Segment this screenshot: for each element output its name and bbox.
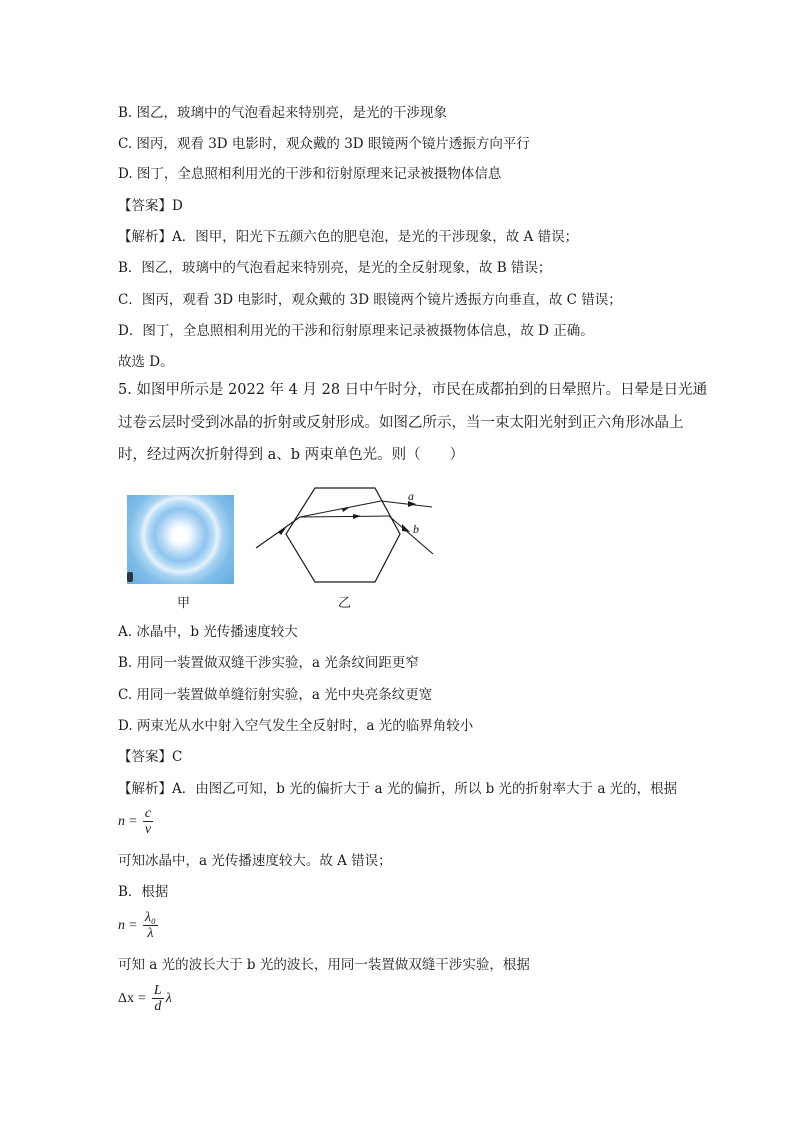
formula-3-denominator: d (154, 999, 162, 1014)
formula-2-fraction (143, 910, 158, 941)
answer-5: 【答案】C (118, 749, 183, 765)
hexagon-ice-crystal (286, 488, 400, 582)
option-c-prev: C. 图丙，观看 3D 电影时，观众戴的 3D 眼镜两个镜片透振方向平行 (118, 136, 530, 152)
analysis-5-line-2: 可知冰晶中，a 光传播速度较大。故 A 错误； (118, 853, 392, 869)
formula-delta-x (118, 983, 172, 1014)
equals-sign: = (129, 813, 137, 829)
formula-n-c-v (118, 806, 155, 837)
option-d-prev: D. 图丁，全息照相利用光的干涉和衍射原理来记录被摄物体信息 (118, 166, 502, 182)
inner-ray-a (300, 501, 381, 517)
analysis-prev-b: B．图乙，玻璃中的气泡看起来特别亮，是光的全反射现象，故 B 错误； (118, 260, 552, 276)
equals-sign: = (138, 990, 146, 1006)
analysis-prev-conclusion: 故选 D。 (118, 354, 174, 370)
formula-2-denominator: λ (147, 926, 154, 941)
formula-3-fraction (152, 983, 164, 1014)
halo-photo (127, 495, 234, 584)
analysis-5-line-1: 【解析】A．由图乙可知，b 光的偏折大于 a 光的偏折，所以 b 光的折射率大于 a 光的，根据 (118, 781, 678, 797)
option-b: B. 用同一装置做双缝干涉实验，a 光条纹间距更窄 (118, 655, 419, 671)
photo-dark-corner (127, 572, 133, 582)
exit-ray-b-arrow (402, 524, 410, 532)
analysis-5-line-4: 可知 a 光的波长大于 b 光的波长，用同一装置做双缝干涉实验，根据 (118, 957, 530, 973)
ray-b-label: b (413, 522, 419, 536)
incident-ray (256, 517, 300, 548)
formula-2-numerator: λ₀ (144, 910, 156, 925)
formula-2-lhs: n (118, 917, 125, 933)
analysis-5-line-3: B．根据 (118, 884, 169, 900)
question-5-line-3: 时，经过两次折射得到 a、b 两束单色光。则（ ） (118, 447, 465, 463)
hexagon-refraction-diagram (250, 480, 440, 590)
question-5-line-1: 5. 如图甲所示是 2022 年 4 月 28 日中午时分，市民在成都拍到的日晕照片。日晕是日光通 (118, 382, 708, 398)
formula-3-tail: λ (165, 990, 172, 1006)
formula-3-lhs: Δx (118, 990, 135, 1006)
answer-prev: 【答案】D (118, 198, 183, 214)
formula-n-lambda0-lambda (118, 910, 160, 941)
analysis-prev-a: 【解析】A．图甲，阳光下五颜六色的肥皂泡，是光的干涉现象，故 A 错误； (118, 229, 579, 245)
formula-1-fraction (143, 806, 153, 837)
analysis-prev-c: C．图丙，观看 3D 电影时，观众戴的 3D 眼镜两个镜片透振方向垂直，故 C 错误； (118, 292, 622, 308)
analysis-prev-d: D．图丁，全息照相利用光的干涉和衍射原理来记录被摄物体信息，故 D 正确。 (118, 323, 594, 339)
option-c: C. 用同一装置做单缝衍射实验，a 光中央亮条纹更宽 (118, 687, 433, 703)
question-5-line-2: 过卷云层时受到冰晶的折射或反射形成。如图乙所示，当一束太阳光射到正六角形冰晶上 (118, 415, 684, 431)
option-d: D. 两束光从水中射入空气发生全反射时，a 光的临界角较小 (118, 718, 474, 734)
formula-1-numerator: c (144, 806, 152, 821)
figure-yi-caption: 乙 (338, 596, 352, 611)
exit-ray-a (381, 501, 432, 507)
option-b-prev: B. 图乙，玻璃中的气泡看起来特别亮，是光的干涉现象 (118, 105, 448, 121)
equals-sign: = (129, 917, 137, 933)
figure-jia-caption: 甲 (177, 596, 191, 611)
formula-3-numerator: L (153, 983, 162, 998)
ray-a-label: a (408, 489, 414, 503)
option-a: A. 冰晶中，b 光传播速度较大 (118, 624, 298, 640)
inner-ray-b (300, 516, 389, 517)
exit-ray-b (389, 516, 433, 554)
formula-1-lhs: n (118, 813, 125, 829)
formula-1-denominator: v (144, 822, 152, 837)
